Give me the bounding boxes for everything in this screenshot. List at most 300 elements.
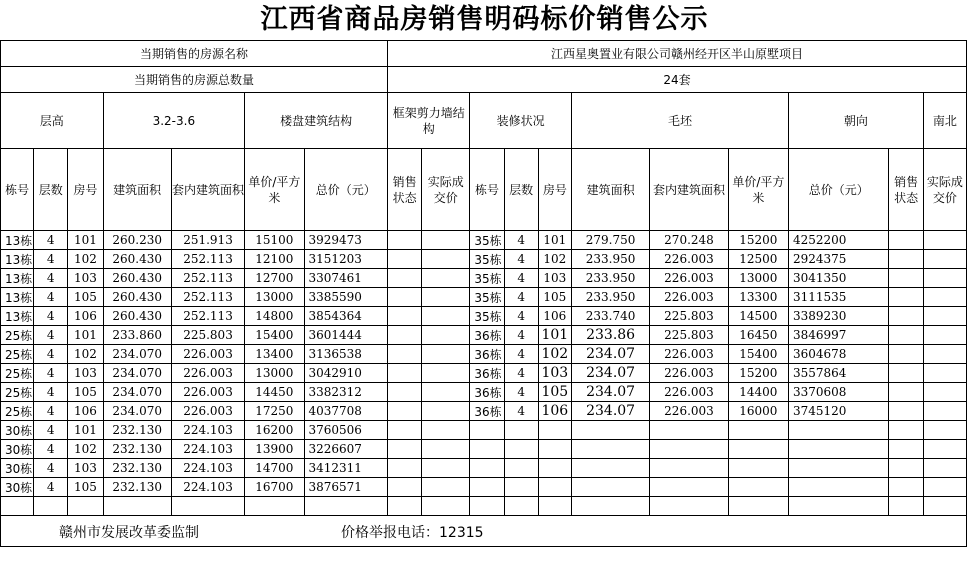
room-cell [68, 497, 103, 516]
total-price-cell-right: 4252200 [788, 231, 889, 250]
unit-price-cell-right: 13300 [728, 288, 788, 307]
col-sale-status-right: 销售状态 [889, 149, 923, 231]
inner-area-cell-right: 226.003 [650, 383, 728, 402]
area-cell-right [571, 440, 649, 459]
count-value: 24套 [388, 67, 967, 93]
area-cell-right: 234.07 [571, 364, 649, 383]
unit-price-cell: 13400 [245, 345, 304, 364]
actual-price-cell [422, 326, 470, 345]
actual-price-cell-right [923, 288, 966, 307]
building-cell-right [470, 440, 504, 459]
sale-status-cell [388, 307, 422, 326]
floors-cell: 4 [34, 269, 68, 288]
unit-price-cell-right [728, 497, 788, 516]
floors-cell-right: 4 [504, 402, 538, 421]
footer [0, 516, 967, 547]
room-cell: 105 [68, 478, 103, 497]
building-cell: 13栋 [1, 288, 34, 307]
total-price-cell-right [788, 440, 889, 459]
floors-cell-right: 4 [504, 345, 538, 364]
building-cell-right: 36栋 [470, 364, 504, 383]
actual-price-cell [422, 402, 470, 421]
inner-area-cell-right: 225.803 [650, 307, 728, 326]
area-cell-right: 234.07 [571, 383, 649, 402]
area-cell: 234.070 [103, 364, 171, 383]
building-cell-right: 35栋 [470, 288, 504, 307]
actual-price-cell [422, 364, 470, 383]
actual-price-cell-right [923, 497, 966, 516]
sale-status-cell-right [889, 269, 923, 288]
building-cell: 25栋 [1, 383, 34, 402]
floor-height-value: 3.2-3.6 [103, 93, 245, 149]
col-floors-right: 层数 [504, 149, 538, 231]
name-label: 当期销售的房源名称 [1, 41, 388, 67]
building-cell: 13栋 [1, 307, 34, 326]
table-row [1, 459, 967, 478]
col-building: 栋号 [1, 149, 34, 231]
unit-price-cell: 12700 [245, 269, 304, 288]
table-row [1, 364, 967, 383]
area-cell-right: 233.950 [571, 288, 649, 307]
sale-status-cell [388, 326, 422, 345]
total-price-cell: 3876571 [304, 478, 388, 497]
room-cell-right: 106 [538, 402, 571, 421]
actual-price-cell-right [923, 440, 966, 459]
total-price-cell: 3151203 [304, 250, 388, 269]
room-cell: 102 [68, 440, 103, 459]
floors-cell-right [504, 497, 538, 516]
unit-price-cell-right: 16000 [728, 402, 788, 421]
table-row [1, 231, 967, 250]
building-cell: 25栋 [1, 345, 34, 364]
unit-price-cell: 14450 [245, 383, 304, 402]
building-cell-right: 35栋 [470, 250, 504, 269]
header-row-attributes [1, 93, 967, 149]
total-price-cell: 3136538 [304, 345, 388, 364]
sale-status-cell-right [889, 421, 923, 440]
inner-area-cell: 224.103 [171, 459, 244, 478]
sale-status-cell-right [889, 250, 923, 269]
room-cell: 102 [68, 345, 103, 364]
col-unit-price-right: 单价/平方米 [728, 149, 788, 231]
area-cell-right: 234.07 [571, 345, 649, 364]
area-cell: 260.430 [103, 269, 171, 288]
unit-price-cell: 15100 [245, 231, 304, 250]
inner-area-cell-right [650, 440, 728, 459]
sale-status-cell-right [889, 440, 923, 459]
sale-status-cell-right [889, 459, 923, 478]
area-cell-right [571, 497, 649, 516]
floors-cell: 4 [34, 459, 68, 478]
actual-price-cell [422, 288, 470, 307]
unit-price-cell-right: 15400 [728, 345, 788, 364]
building-cell: 13栋 [1, 269, 34, 288]
floors-cell-right: 4 [504, 269, 538, 288]
building-cell-right [470, 459, 504, 478]
table-row [1, 250, 967, 269]
sale-status-cell-right [889, 288, 923, 307]
building-cell: 30栋 [1, 478, 34, 497]
room-cell: 103 [68, 364, 103, 383]
unit-price-cell-right [728, 421, 788, 440]
actual-price-cell [422, 250, 470, 269]
room-cell: 103 [68, 269, 103, 288]
area-cell: 260.430 [103, 250, 171, 269]
total-price-cell: 3042910 [304, 364, 388, 383]
room-cell-right [538, 440, 571, 459]
inner-area-cell-right [650, 421, 728, 440]
area-cell: 260.230 [103, 231, 171, 250]
room-cell-right: 101 [538, 326, 571, 345]
unit-price-cell: 16700 [245, 478, 304, 497]
area-cell-right [571, 421, 649, 440]
floors-cell: 4 [34, 231, 68, 250]
room-cell-right: 101 [538, 231, 571, 250]
building-cell [1, 497, 34, 516]
floors-cell-right: 4 [504, 288, 538, 307]
total-price-cell: 3760506 [304, 421, 388, 440]
floors-cell: 4 [34, 383, 68, 402]
unit-price-cell: 13000 [245, 288, 304, 307]
table-row [1, 326, 967, 345]
floors-cell-right: 4 [504, 326, 538, 345]
room-cell-right [538, 421, 571, 440]
actual-price-cell-right [923, 478, 966, 497]
sale-status-cell-right [889, 497, 923, 516]
building-cell: 25栋 [1, 402, 34, 421]
col-room-right: 房号 [538, 149, 571, 231]
sale-status-cell [388, 497, 422, 516]
sale-status-cell-right [889, 402, 923, 421]
unit-price-cell [245, 497, 304, 516]
room-cell-right: 103 [538, 364, 571, 383]
floors-cell-right: 4 [504, 364, 538, 383]
table-row [1, 307, 967, 326]
inner-area-cell-right [650, 478, 728, 497]
area-cell: 234.070 [103, 383, 171, 402]
room-cell: 106 [68, 402, 103, 421]
table-row [1, 288, 967, 307]
area-cell-right: 233.740 [571, 307, 649, 326]
inner-area-cell: 252.113 [171, 269, 244, 288]
col-actual-price: 实际成交价 [422, 149, 470, 231]
building-cell-right: 36栋 [470, 345, 504, 364]
structure-value: 框架剪力墙结构 [388, 93, 470, 149]
actual-price-cell-right [923, 326, 966, 345]
building-cell: 30栋 [1, 421, 34, 440]
total-price-cell-right: 3745120 [788, 402, 889, 421]
sale-status-cell-right [889, 307, 923, 326]
building-cell-right: 36栋 [470, 402, 504, 421]
total-price-cell [304, 497, 388, 516]
inner-area-cell: 226.003 [171, 383, 244, 402]
info-row-count [1, 67, 967, 93]
sale-status-cell [388, 250, 422, 269]
col-inner-area-right: 套内建筑面积 [650, 149, 728, 231]
building-cell-right: 35栋 [470, 307, 504, 326]
floors-cell: 4 [34, 440, 68, 459]
col-area: 建筑面积 [103, 149, 171, 231]
unit-price-cell-right: 15200 [728, 231, 788, 250]
room-cell: 102 [68, 250, 103, 269]
inner-area-cell: 226.003 [171, 402, 244, 421]
sale-status-cell [388, 421, 422, 440]
area-cell: 232.130 [103, 478, 171, 497]
inner-area-cell-right: 226.003 [650, 402, 728, 421]
col-actual-price-right: 实际成交价 [923, 149, 966, 231]
floors-cell-right: 4 [504, 250, 538, 269]
col-room: 房号 [68, 149, 103, 231]
actual-price-cell-right [923, 345, 966, 364]
total-price-cell-right [788, 459, 889, 478]
inner-area-cell: 252.113 [171, 307, 244, 326]
building-cell-right: 35栋 [470, 269, 504, 288]
area-cell: 234.070 [103, 345, 171, 364]
room-cell: 101 [68, 421, 103, 440]
area-cell: 234.070 [103, 402, 171, 421]
total-price-cell-right: 3389230 [788, 307, 889, 326]
area-cell: 260.430 [103, 307, 171, 326]
col-area-right: 建筑面积 [571, 149, 649, 231]
unit-price-cell-right: 14400 [728, 383, 788, 402]
sale-status-cell [388, 478, 422, 497]
unit-price-cell-right: 13000 [728, 269, 788, 288]
room-cell-right: 102 [538, 250, 571, 269]
total-price-cell: 3929473 [304, 231, 388, 250]
actual-price-cell-right [923, 364, 966, 383]
unit-price-cell-right [728, 459, 788, 478]
room-cell-right: 103 [538, 269, 571, 288]
floors-cell: 4 [34, 345, 68, 364]
supervisor-text: 赣州市发展改革委监制 [59, 525, 199, 541]
table-row [1, 421, 967, 440]
table-row [1, 497, 967, 516]
room-cell: 101 [68, 326, 103, 345]
actual-price-cell [422, 497, 470, 516]
floors-cell: 4 [34, 326, 68, 345]
area-cell-right: 233.950 [571, 250, 649, 269]
actual-price-cell-right [923, 250, 966, 269]
actual-price-cell [422, 440, 470, 459]
room-cell-right: 105 [538, 383, 571, 402]
sale-status-cell-right [889, 364, 923, 383]
table-row [1, 402, 967, 421]
room-cell-right [538, 459, 571, 478]
unit-price-cell: 15400 [245, 326, 304, 345]
area-cell-right: 234.07 [571, 402, 649, 421]
room-cell-right [538, 478, 571, 497]
sale-status-cell [388, 269, 422, 288]
area-cell: 260.430 [103, 288, 171, 307]
floors-cell [34, 497, 68, 516]
floors-cell-right [504, 478, 538, 497]
actual-price-cell-right [923, 269, 966, 288]
col-total-price-right: 总价（元） [788, 149, 889, 231]
building-cell-right [470, 478, 504, 497]
total-price-cell: 3601444 [304, 326, 388, 345]
unit-price-cell: 12100 [245, 250, 304, 269]
floors-cell: 4 [34, 288, 68, 307]
total-price-cell-right [788, 497, 889, 516]
sale-status-cell-right [889, 345, 923, 364]
actual-price-cell [422, 269, 470, 288]
total-price-cell-right: 2924375 [788, 250, 889, 269]
actual-price-cell-right [923, 459, 966, 478]
inner-area-cell [171, 497, 244, 516]
sale-status-cell [388, 459, 422, 478]
unit-price-cell-right: 12500 [728, 250, 788, 269]
building-cell-right [470, 421, 504, 440]
room-cell-right: 106 [538, 307, 571, 326]
inner-area-cell-right [650, 459, 728, 478]
unit-price-cell-right: 15200 [728, 364, 788, 383]
total-price-cell: 3854364 [304, 307, 388, 326]
sale-status-cell-right [889, 326, 923, 345]
inner-area-cell: 251.913 [171, 231, 244, 250]
building-cell-right [470, 497, 504, 516]
total-price-cell: 4037708 [304, 402, 388, 421]
unit-price-cell-right: 16450 [728, 326, 788, 345]
building-cell-right: 35栋 [470, 231, 504, 250]
room-cell: 105 [68, 288, 103, 307]
unit-price-cell-right: 14500 [728, 307, 788, 326]
inner-area-cell: 224.103 [171, 421, 244, 440]
building-cell: 30栋 [1, 440, 34, 459]
area-cell [103, 497, 171, 516]
col-inner-area: 套内建筑面积 [171, 149, 244, 231]
sale-status-cell-right [889, 383, 923, 402]
building-cell: 13栋 [1, 250, 34, 269]
sale-status-cell [388, 440, 422, 459]
floors-cell-right [504, 459, 538, 478]
building-cell: 25栋 [1, 364, 34, 383]
area-cell-right [571, 459, 649, 478]
area-cell-right: 279.750 [571, 231, 649, 250]
room-cell-right [538, 497, 571, 516]
sale-status-cell [388, 402, 422, 421]
area-cell-right: 233.86 [571, 326, 649, 345]
room-cell-right: 102 [538, 345, 571, 364]
area-cell-right: 233.950 [571, 269, 649, 288]
structure-label: 楼盘建筑结构 [245, 93, 388, 149]
inner-area-cell: 226.003 [171, 345, 244, 364]
table-row [1, 345, 967, 364]
inner-area-cell: 225.803 [171, 326, 244, 345]
total-price-cell-right: 3557864 [788, 364, 889, 383]
count-label: 当期销售的房源总数量 [1, 67, 388, 93]
inner-area-cell-right: 270.248 [650, 231, 728, 250]
area-cell: 232.130 [103, 421, 171, 440]
unit-price-cell: 13000 [245, 364, 304, 383]
total-price-cell: 3226607 [304, 440, 388, 459]
area-cell: 233.860 [103, 326, 171, 345]
sale-status-cell-right [889, 231, 923, 250]
inner-area-cell: 224.103 [171, 478, 244, 497]
total-price-cell: 3385590 [304, 288, 388, 307]
orientation-value: 南北 [923, 93, 966, 149]
inner-area-cell: 252.113 [171, 250, 244, 269]
inner-area-cell-right: 226.003 [650, 345, 728, 364]
room-cell: 103 [68, 459, 103, 478]
building-cell: 25栋 [1, 326, 34, 345]
total-price-cell-right: 3604678 [788, 345, 889, 364]
actual-price-cell-right [923, 231, 966, 250]
inner-area-cell: 226.003 [171, 364, 244, 383]
floors-cell-right: 4 [504, 307, 538, 326]
total-price-cell-right: 3111535 [788, 288, 889, 307]
total-price-cell: 3412311 [304, 459, 388, 478]
name-value: 江西星奥置业有限公司赣州经开区半山原墅项目 [388, 41, 967, 67]
table-row [1, 383, 967, 402]
floors-cell-right: 4 [504, 383, 538, 402]
inner-area-cell: 224.103 [171, 440, 244, 459]
actual-price-cell-right [923, 307, 966, 326]
area-cell-right [571, 478, 649, 497]
actual-price-cell [422, 345, 470, 364]
table-row [1, 440, 967, 459]
unit-price-cell: 13900 [245, 440, 304, 459]
sale-status-cell [388, 364, 422, 383]
floors-cell: 4 [34, 364, 68, 383]
inner-area-cell-right: 226.003 [650, 269, 728, 288]
room-cell: 106 [68, 307, 103, 326]
floors-cell: 4 [34, 307, 68, 326]
actual-price-cell-right [923, 383, 966, 402]
actual-price-cell [422, 459, 470, 478]
unit-price-cell: 17250 [245, 402, 304, 421]
area-cell: 232.130 [103, 459, 171, 478]
page-title: 江西省商品房销售明码标价销售公示 [260, 4, 709, 35]
total-price-cell-right: 3370608 [788, 383, 889, 402]
inner-area-cell: 252.113 [171, 288, 244, 307]
unit-price-cell: 14800 [245, 307, 304, 326]
inner-area-cell-right [650, 497, 728, 516]
total-price-cell-right: 3846997 [788, 326, 889, 345]
unit-price-cell: 16200 [245, 421, 304, 440]
hotline-text: 价格举报电话：12315 [341, 525, 484, 541]
decoration-label: 装修状况 [470, 93, 572, 149]
decoration-value: 毛坯 [571, 93, 788, 149]
unit-price-cell-right [728, 440, 788, 459]
building-cell: 13栋 [1, 231, 34, 250]
table-row [1, 269, 967, 288]
inner-area-cell-right: 226.003 [650, 364, 728, 383]
table-row [1, 478, 967, 497]
floors-cell: 4 [34, 250, 68, 269]
col-floors: 层数 [34, 149, 68, 231]
col-unit-price: 单价/平方米 [245, 149, 304, 231]
col-building-right: 栋号 [470, 149, 504, 231]
floors-cell-right [504, 440, 538, 459]
total-price-cell: 3382312 [304, 383, 388, 402]
total-price-cell-right [788, 478, 889, 497]
actual-price-cell [422, 421, 470, 440]
actual-price-cell-right [923, 421, 966, 440]
room-cell-right: 105 [538, 288, 571, 307]
building-cell: 30栋 [1, 459, 34, 478]
actual-price-cell [422, 478, 470, 497]
room-cell: 105 [68, 383, 103, 402]
unit-price-cell-right [728, 478, 788, 497]
building-cell-right: 36栋 [470, 383, 504, 402]
col-total-price: 总价（元） [304, 149, 388, 231]
total-price-cell-right [788, 421, 889, 440]
actual-price-cell [422, 231, 470, 250]
total-price-cell: 3307461 [304, 269, 388, 288]
inner-area-cell-right: 225.803 [650, 326, 728, 345]
header-row-columns [1, 149, 967, 231]
info-row-name [1, 41, 967, 67]
